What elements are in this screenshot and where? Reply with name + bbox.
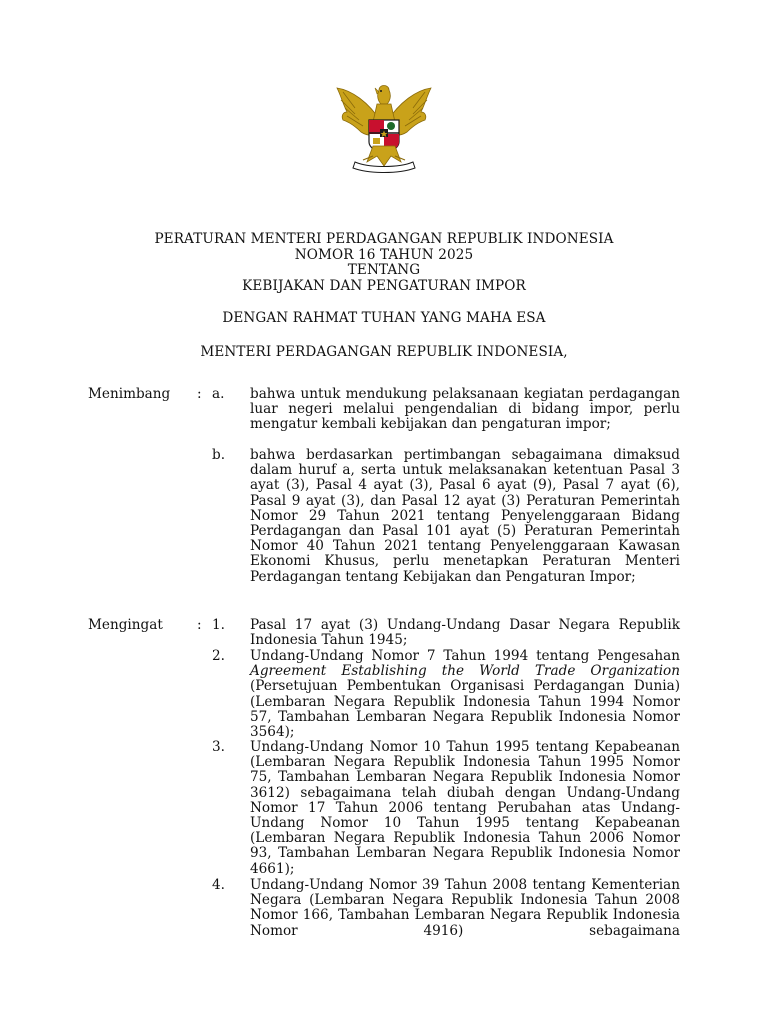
title-line-4: KEBIJAKAN DAN PENGATURAN IMPOR: [242, 277, 526, 294]
item-marker: 2.: [212, 648, 225, 664]
item-marker: b.: [212, 447, 226, 463]
title-line-2: NOMOR 16 TAHUN 2025: [294, 246, 474, 263]
item-text: [250, 649, 680, 740]
garuda-pancasila-emblem-icon: [333, 82, 435, 174]
mengingat-label: Mengingat: [88, 617, 163, 633]
item-text-before: Undang-Undang Nomor 7 Tahun 1994 tentang Pengesahan: [250, 648, 680, 664]
menimbang-label: Menimbang: [88, 386, 171, 402]
authority: MENTERI PERDAGANGAN REPUBLIK INDONESIA,: [200, 343, 568, 360]
document-heading: [0, 232, 768, 361]
title-line-1: PERATURAN MENTERI PERDAGANGAN REPUBLIK INDONESIA: [154, 231, 614, 247]
item-marker: 3.: [212, 739, 225, 755]
item-marker: 4.: [212, 877, 225, 893]
item-text: Pasal 17 ayat (3) Undang-Undang Dasar Negara Republik Indonesia Tahun 1945;: [250, 617, 680, 649]
mengingat-colon: :: [197, 617, 202, 633]
item-text: bahwa berdasarkan pertimbangan sebagaimana dimaksud dalam huruf a, serta untuk melaksanakan ketentuan Pasal 3 ayat (3), Pasal 4 ayat (3), Pasal 6 ayat (9), Pasal 7 ayat (6), Pasal 9 ayat (3), dan Pasal 12 ayat (3) Peraturan Pemerintah Nomor 29 Tahun 2021 tentang Penyelenggaraan Bidang Perdagangan dan Pasal 101 ayat (5) Peraturan Pemerintah Nomor 40 Tahun 2021 tentang Penyelenggaraan Kawasan Ekonomi Khusus, perlu menetapkan Peraturan Menteri Perdagangan tentang Kebijakan dan Pengaturan Impor;: [250, 447, 680, 585]
item-marker: a.: [212, 386, 225, 402]
title-line-3: TENTANG: [347, 262, 421, 279]
item-text-italic: Agreement Establishing the World Trade Organization: [250, 663, 680, 680]
item-text-after: (Persetujuan Pembentukan Organisasi Perdagangan Dunia) (Lembaran Negara Republik Indonesia Tahun 1994 Nomor 57, Tambahan Lembaran Negara Republik Indonesia Nomor 3564);: [250, 678, 680, 741]
invocation: DENGAN RAHMAT TUHAN YANG MAHA ESA: [222, 310, 546, 327]
menimbang-colon: :: [197, 386, 202, 402]
item-marker: 1.: [212, 617, 225, 633]
item-text: Undang-Undang Nomor 39 Tahun 2008 tentang Kementerian Negara (Lembaran Negara Republik Indonesia Tahun 2008 Nomor 166, Tambahan Lembaran Negara Republik Indonesia Nomor 4916) sebagaimana: [250, 877, 680, 939]
item-text: bahwa untuk mendukung pelaksanaan kegiatan perdagangan luar negeri melalui pengendalian di bidang impor, perlu mengatur kembali kebijakan dan pengaturan impor;: [250, 386, 680, 433]
item-text: Undang-Undang Nomor 10 Tahun 1995 tentang Kepabeanan (Lembaran Negara Republik Indonesia Tahun 1995 Nomor 75, Tambahan Lembaran Negara Republik Indonesia Nomor 3612) sebagaimana telah diubah dengan Undang-Undang Nomor 17 Tahun 2006 tentang Perubahan atas Undang-Undang Nomor 10 Tahun 1995 tentang Kepabeanan (Lembaran Negara Republik Indonesia Tahun 2006 Nomor 93, Tambahan Lembaran Negara Republik Indonesia Nomor 4661);: [250, 739, 680, 877]
